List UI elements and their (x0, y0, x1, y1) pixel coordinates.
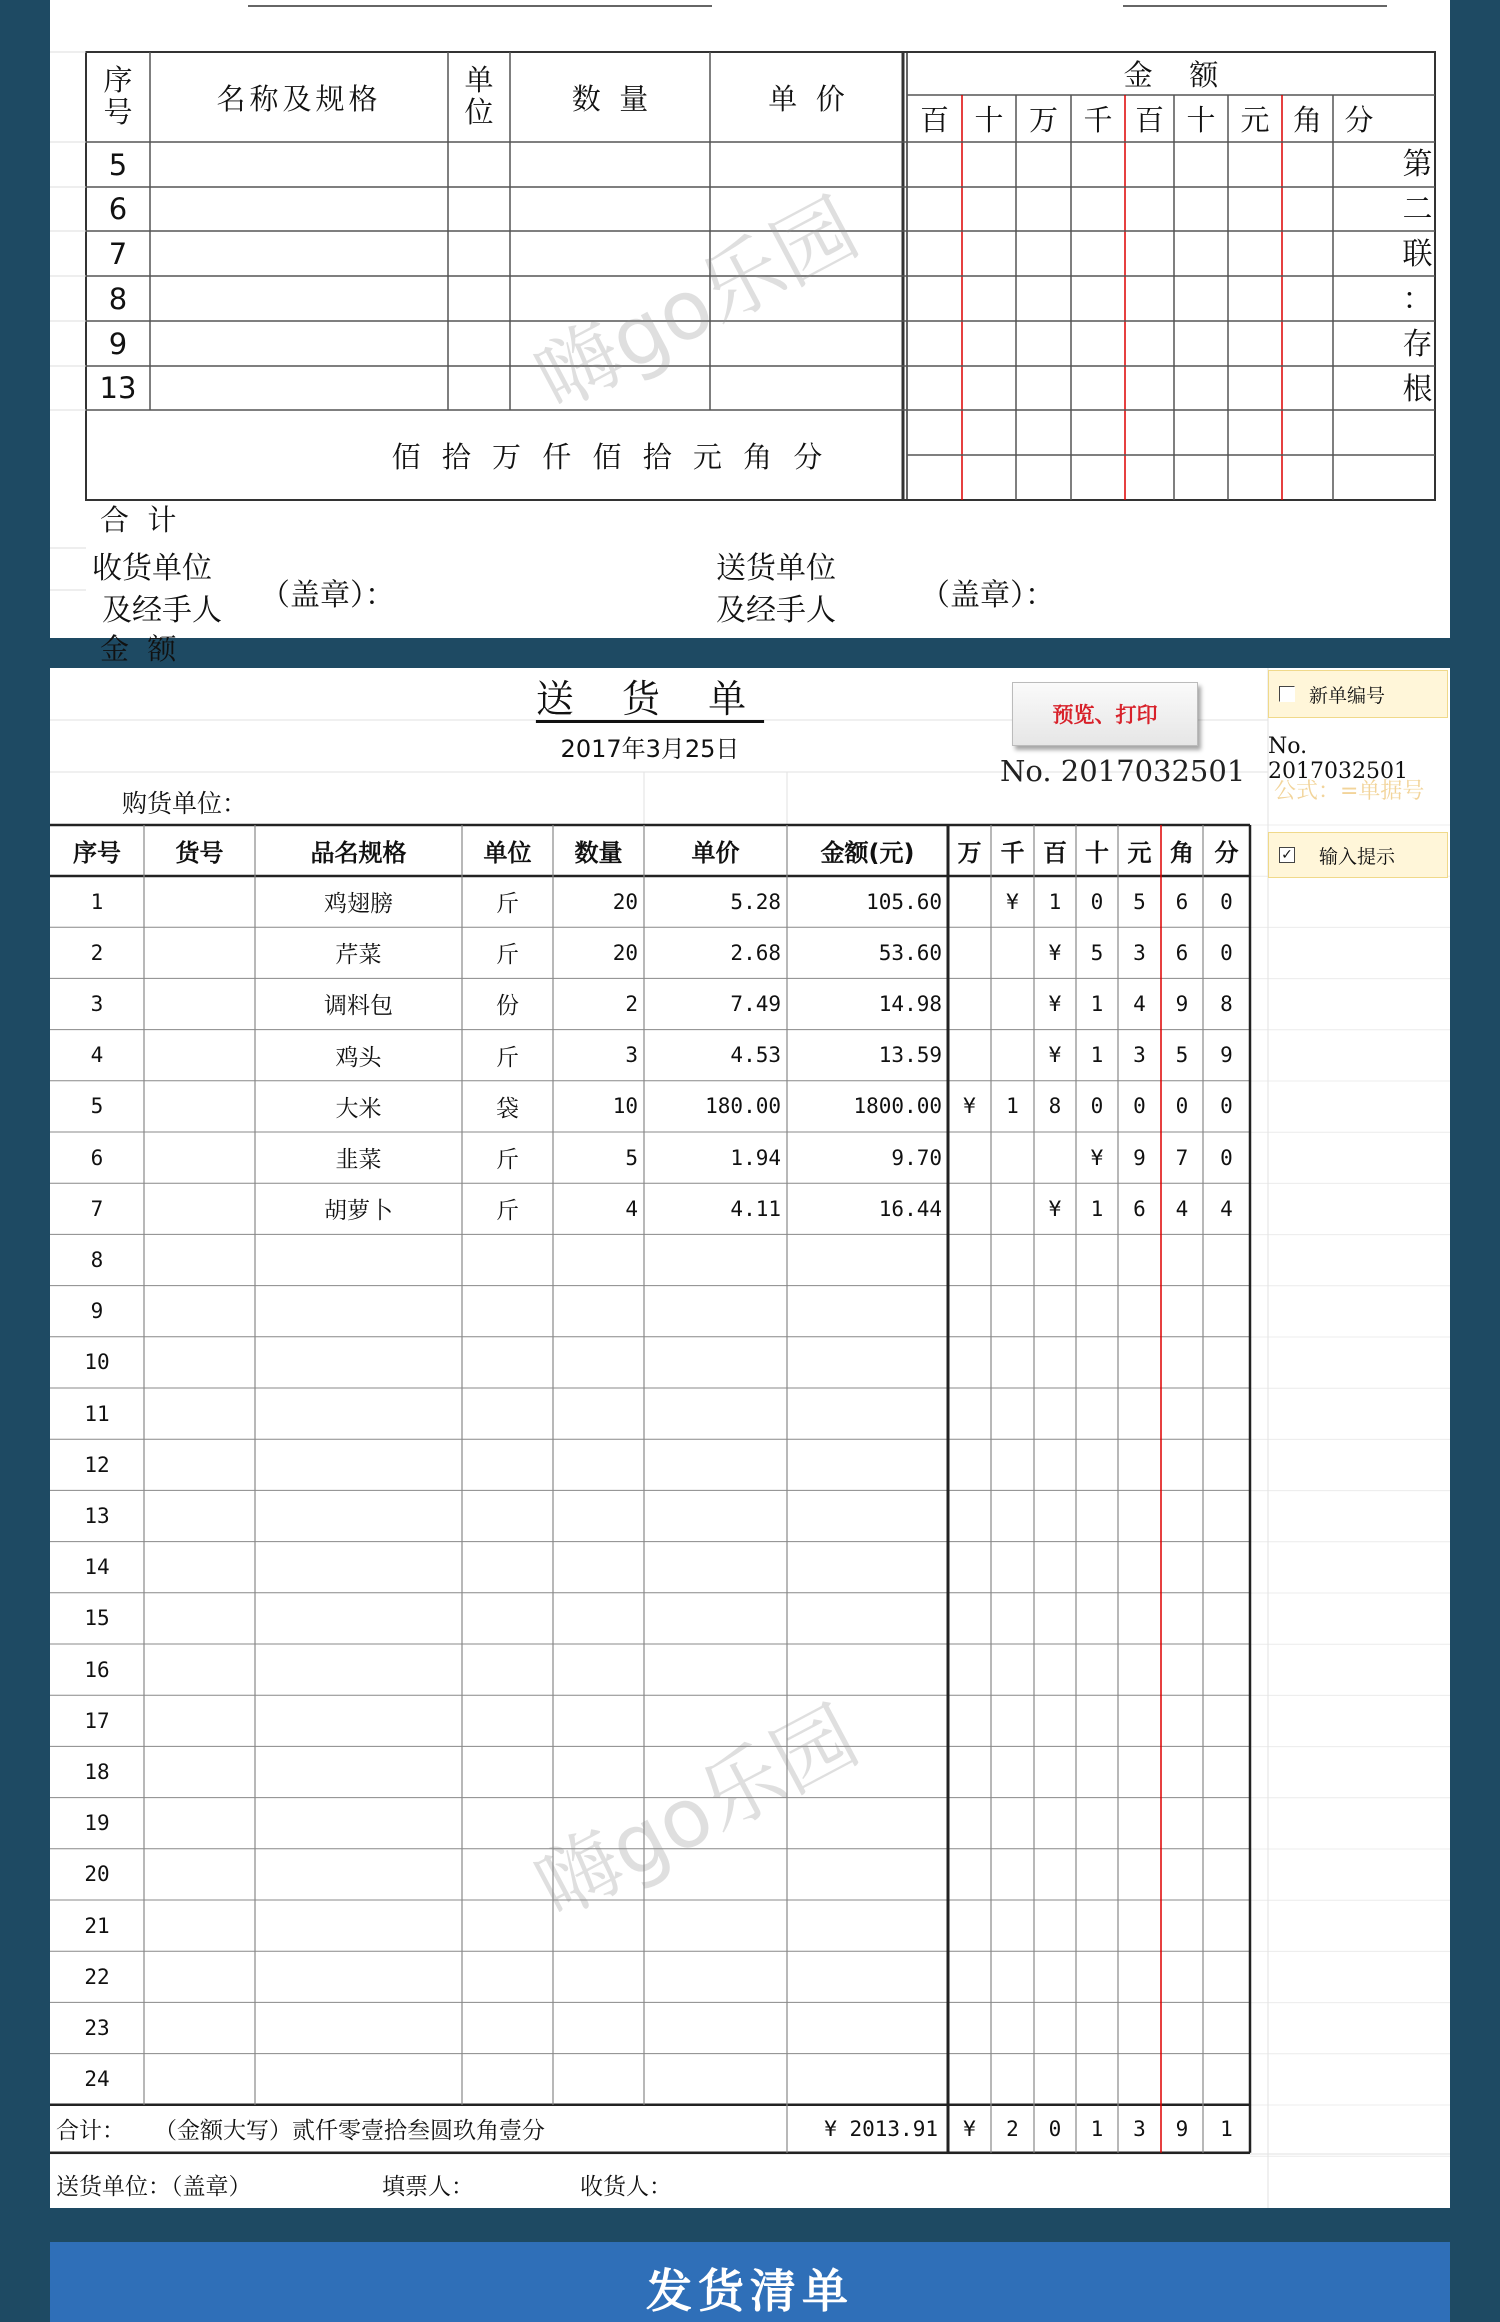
top-total-label-line1: 合 计 (100, 503, 177, 537)
row-number: 5 (90, 1094, 104, 1119)
row-number: 17 (84, 1708, 110, 1733)
column-header: 单位 (483, 839, 532, 867)
column-header: 分 (1214, 839, 1239, 867)
top-header-price: 单 价 (768, 81, 845, 116)
buyer-label: 购货单位： (122, 789, 248, 818)
amount-digit: 8 (1220, 991, 1233, 1016)
item-amount: 1800.00 (853, 1094, 942, 1119)
top-digit-header: 万 (1028, 103, 1058, 137)
column-header: 序号 (73, 839, 121, 867)
item-unit: 斤 (496, 1198, 519, 1225)
top-digit-header: 十 (974, 103, 1004, 137)
row-number: 11 (84, 1401, 110, 1426)
item-unit: 斤 (496, 942, 519, 969)
item-code (144, 1183, 255, 1234)
amount-digit: 6 (1133, 1196, 1146, 1221)
top-header-unit-line2: 位 (464, 95, 494, 129)
item-code (144, 978, 255, 1029)
amount-digit: 4 (1220, 1196, 1233, 1221)
watermark: 嗨go乐园 (521, 180, 874, 429)
row-number: 10 (84, 1350, 110, 1375)
top-header-seq (86, 52, 150, 142)
print-preview-button[interactable]: 预览、打印 (1012, 682, 1198, 746)
item-amount: 16.44 (878, 1196, 942, 1221)
top-total-units: 佰 拾 万 仟 佰 拾 元 角 分 (391, 439, 829, 474)
amount-digit (991, 1183, 1034, 1234)
amount-digit: 1 (1006, 1094, 1019, 1119)
item-unit-price: 5.28 (730, 889, 781, 914)
item-name: 胡萝卜 (324, 1198, 393, 1225)
amount-digit (991, 927, 1034, 978)
amount-digit: ¥ (1048, 991, 1062, 1016)
top-row-number: 6 (108, 192, 128, 226)
amount-digit: 9 (1220, 1043, 1233, 1068)
banner (50, 2242, 1450, 2322)
item-quantity: 20 (612, 889, 638, 914)
amount-digit (948, 1030, 991, 1081)
item-code (144, 927, 255, 978)
top-row-number: 13 (99, 371, 137, 405)
side-note-char: 存 (1402, 327, 1433, 362)
new-number-label: 新单编号 (1309, 684, 1386, 707)
column-header: 元 (1127, 839, 1152, 867)
amount-digit: 3 (1133, 940, 1146, 965)
side-note-char: 联 (1402, 237, 1433, 272)
footer-sender: 送货单位：（盖章） (56, 2174, 252, 2200)
amount-digit: ¥ (1006, 889, 1019, 914)
column-header: 角 (1170, 839, 1194, 867)
amount-digit: 4 (1133, 991, 1146, 1016)
amount-digit (948, 876, 991, 927)
item-code (144, 1081, 255, 1132)
item-quantity: 5 (625, 1145, 638, 1170)
column-header: 单价 (691, 839, 740, 867)
item-amount: 14.98 (878, 991, 942, 1016)
item-name: 调料包 (324, 993, 393, 1020)
row-number: 22 (84, 1964, 110, 1989)
item-name: 韭菜 (335, 1147, 382, 1174)
amount-digit: 5 (1090, 940, 1104, 965)
amount-digit: 0 (1133, 1094, 1146, 1119)
total-digit: 0 (1048, 2116, 1062, 2141)
row-number: 16 (84, 1657, 110, 1682)
amount-digit (991, 1132, 1034, 1183)
item-quantity: 3 (625, 1043, 638, 1068)
footer-filler: 填票人： (382, 2174, 474, 2200)
column-header: 金额(元) (820, 839, 915, 867)
column-header: 数量 (574, 839, 623, 867)
amount-digit (948, 978, 991, 1029)
row-number: 9 (90, 1299, 104, 1324)
amount-digit: 0 (1220, 940, 1233, 965)
sender-label-line1: 送货单位 (716, 551, 836, 586)
input-hint-option[interactable] (1268, 832, 1448, 878)
new-number-checkbox[interactable] (1279, 686, 1295, 702)
input-hint-checkbox[interactable]: ✓ (1279, 847, 1295, 863)
amount-digit: 0 (1220, 1145, 1233, 1170)
column-header: 千 (1000, 839, 1025, 867)
total-digit: 2 (1006, 2116, 1019, 2141)
input-hint-label: 输入提示 (1319, 845, 1396, 868)
top-header-seq-line2: 号 (103, 95, 133, 129)
row-number: 20 (84, 1862, 110, 1887)
side-note-char: ： (1402, 282, 1433, 317)
item-unit: 袋 (496, 1095, 519, 1122)
item-quantity: 2 (625, 991, 638, 1016)
amount-digit (948, 1183, 991, 1234)
receiver-label-line2: 及经手人 (102, 593, 222, 628)
total-label: 合计： (56, 2118, 125, 2144)
amount-digit (948, 1132, 991, 1183)
item-amount: 105.60 (866, 889, 942, 914)
top-form-sheet (50, 0, 1450, 666)
sender-label-line2: 及经手人 (716, 593, 836, 628)
top-header-qty: 数 量 (571, 81, 649, 116)
item-name: 鸡头 (335, 1044, 382, 1071)
row-number: 2 (90, 940, 104, 965)
item-unit-price: 1.94 (730, 1145, 781, 1170)
side-formula: 公式：=单据号 (1274, 779, 1425, 804)
item-unit: 斤 (496, 1044, 519, 1071)
row-number: 8 (90, 1247, 104, 1272)
delivery-date: 2017年3月25日 (560, 734, 740, 763)
top-row-number: 9 (108, 326, 128, 361)
item-unit-price: 180.00 (705, 1094, 781, 1119)
top-total-label-line2: 金 额 (100, 632, 177, 666)
item-name: 鸡翅膀 (324, 891, 393, 918)
item-amount: 53.60 (878, 940, 942, 965)
column-header: 货号 (175, 839, 224, 867)
top-row-number: 7 (108, 236, 128, 271)
amount-digit: 3 (1133, 1043, 1146, 1068)
top-header-name: 名称及规格 (216, 81, 382, 116)
watermark: 嗨go乐园 (521, 1688, 874, 1937)
sender-label (716, 548, 836, 632)
footer-receiver: 收货人： (580, 2174, 672, 2200)
top-header-unit-line1: 单 (464, 63, 494, 98)
item-quantity: 20 (612, 940, 638, 965)
amount-digit: ¥ (1048, 940, 1062, 965)
row-number: 19 (84, 1811, 110, 1836)
top-digit-header: 百 (1134, 103, 1164, 137)
item-unit-price: 2.68 (730, 940, 781, 965)
amount-digit: ¥ (1048, 1043, 1062, 1068)
total-digit: 1 (1090, 2116, 1104, 2141)
top-digit-header: 十 (1186, 103, 1216, 137)
amount-digit: 8 (1048, 1094, 1062, 1119)
row-number: 23 (84, 2015, 110, 2040)
amount-digit: 0 (1220, 1094, 1233, 1119)
column-header: 百 (1043, 839, 1067, 867)
row-number: 24 (84, 2067, 110, 2092)
side-note-char: 二 (1402, 192, 1433, 227)
item-code (144, 1132, 255, 1183)
amount-digit: 0 (1220, 889, 1233, 914)
row-number: 13 (84, 1503, 110, 1528)
amount-digit (1034, 1132, 1076, 1183)
sender-seal: （盖章）： (920, 578, 1055, 613)
item-unit: 斤 (496, 1147, 519, 1174)
column-header: 万 (957, 839, 982, 867)
top-row-number: 8 (108, 281, 128, 316)
banner-title: 发货清单 (646, 2264, 854, 2318)
amount-digit: 6 (1175, 889, 1189, 914)
stub-side-note (1385, 142, 1450, 412)
item-unit-price: 7.49 (730, 991, 781, 1016)
top-digit-header: 千 (1083, 103, 1113, 137)
total-digit: 9 (1175, 2116, 1189, 2141)
amount-digit (991, 978, 1034, 1029)
side-note-char: 第 (1402, 147, 1433, 182)
total-digit: 3 (1133, 2116, 1146, 2141)
amount-digit: 0 (1090, 1094, 1104, 1119)
item-name: 芹菜 (335, 942, 382, 969)
item-code (144, 876, 255, 927)
receiver-label (92, 548, 222, 632)
item-amount: 13.59 (878, 1043, 942, 1068)
top-header-seq-line1: 序 (103, 63, 133, 98)
new-number-option[interactable] (1268, 670, 1448, 718)
top-header-amount: 金 额 (1123, 58, 1219, 92)
amount-digit: 7 (1175, 1145, 1189, 1170)
amount-digit: 0 (1175, 1094, 1189, 1119)
row-number: 15 (84, 1606, 110, 1631)
receiver-seal: （盖章）： (260, 578, 395, 613)
delivery-title: 送 货 单 (535, 676, 765, 721)
column-header: 品名规格 (310, 839, 407, 867)
item-code (144, 1030, 255, 1081)
item-unit-price: 4.53 (730, 1043, 781, 1068)
top-digit-header: 百 (919, 103, 949, 137)
amount-digit: 0 (1090, 889, 1104, 914)
item-quantity: 10 (612, 1094, 638, 1119)
top-digit-header: 元 (1240, 103, 1270, 137)
total-digit: 1 (1220, 2116, 1233, 2141)
top-digit-header: 角 (1292, 103, 1322, 137)
row-number: 18 (84, 1759, 110, 1784)
amount-digit: 5 (1133, 889, 1146, 914)
amount-digit: 5 (1175, 1043, 1189, 1068)
total-digit: ¥ (963, 2116, 976, 2141)
row-number: 21 (84, 1913, 110, 1938)
amount-digit (991, 1030, 1034, 1081)
amount-digit: 9 (1175, 991, 1189, 1016)
amount-digit: ¥ (1090, 1145, 1104, 1170)
amount-digit: ¥ (963, 1094, 976, 1119)
amount-digit: ¥ (1048, 1196, 1062, 1221)
delivery-number: No. 2017032501 (1000, 754, 1246, 788)
amount-digit: 1 (1090, 1196, 1104, 1221)
row-number: 6 (90, 1145, 104, 1170)
item-quantity: 4 (625, 1196, 638, 1221)
row-number: 7 (90, 1196, 104, 1221)
item-unit-price: 4.11 (730, 1196, 781, 1221)
item-unit: 份 (496, 993, 519, 1020)
side-number: No. 2017032501 (1268, 734, 1408, 784)
total-amount-words: （金额大写）贰仟零壹拾叁圆玖角壹分 (154, 2118, 545, 2144)
amount-digit: 1 (1090, 1043, 1104, 1068)
item-name: 大米 (335, 1095, 382, 1122)
side-note-char: 根 (1402, 372, 1433, 407)
total-amount: ¥ 2013.91 (824, 2116, 938, 2141)
top-digit-header: 分 (1344, 103, 1374, 137)
top-header-unit (448, 52, 510, 142)
receiver-label-line1: 收货单位 (92, 551, 212, 586)
column-header: 十 (1085, 839, 1109, 867)
row-number: 3 (90, 991, 104, 1016)
row-number: 4 (90, 1043, 104, 1068)
amount-digit: 4 (1175, 1196, 1189, 1221)
amount-digit: 9 (1133, 1145, 1146, 1170)
amount-digit: 1 (1048, 889, 1062, 914)
amount-digit: 1 (1090, 991, 1104, 1016)
amount-digit: 6 (1175, 940, 1189, 965)
top-row-number: 5 (108, 147, 128, 182)
amount-digit (948, 927, 991, 978)
item-amount: 9.70 (891, 1145, 942, 1170)
row-number: 14 (84, 1555, 110, 1580)
delivery-sheet (50, 668, 1450, 2208)
row-number: 12 (84, 1452, 110, 1477)
item-unit: 斤 (496, 891, 519, 918)
row-number: 1 (90, 889, 104, 914)
